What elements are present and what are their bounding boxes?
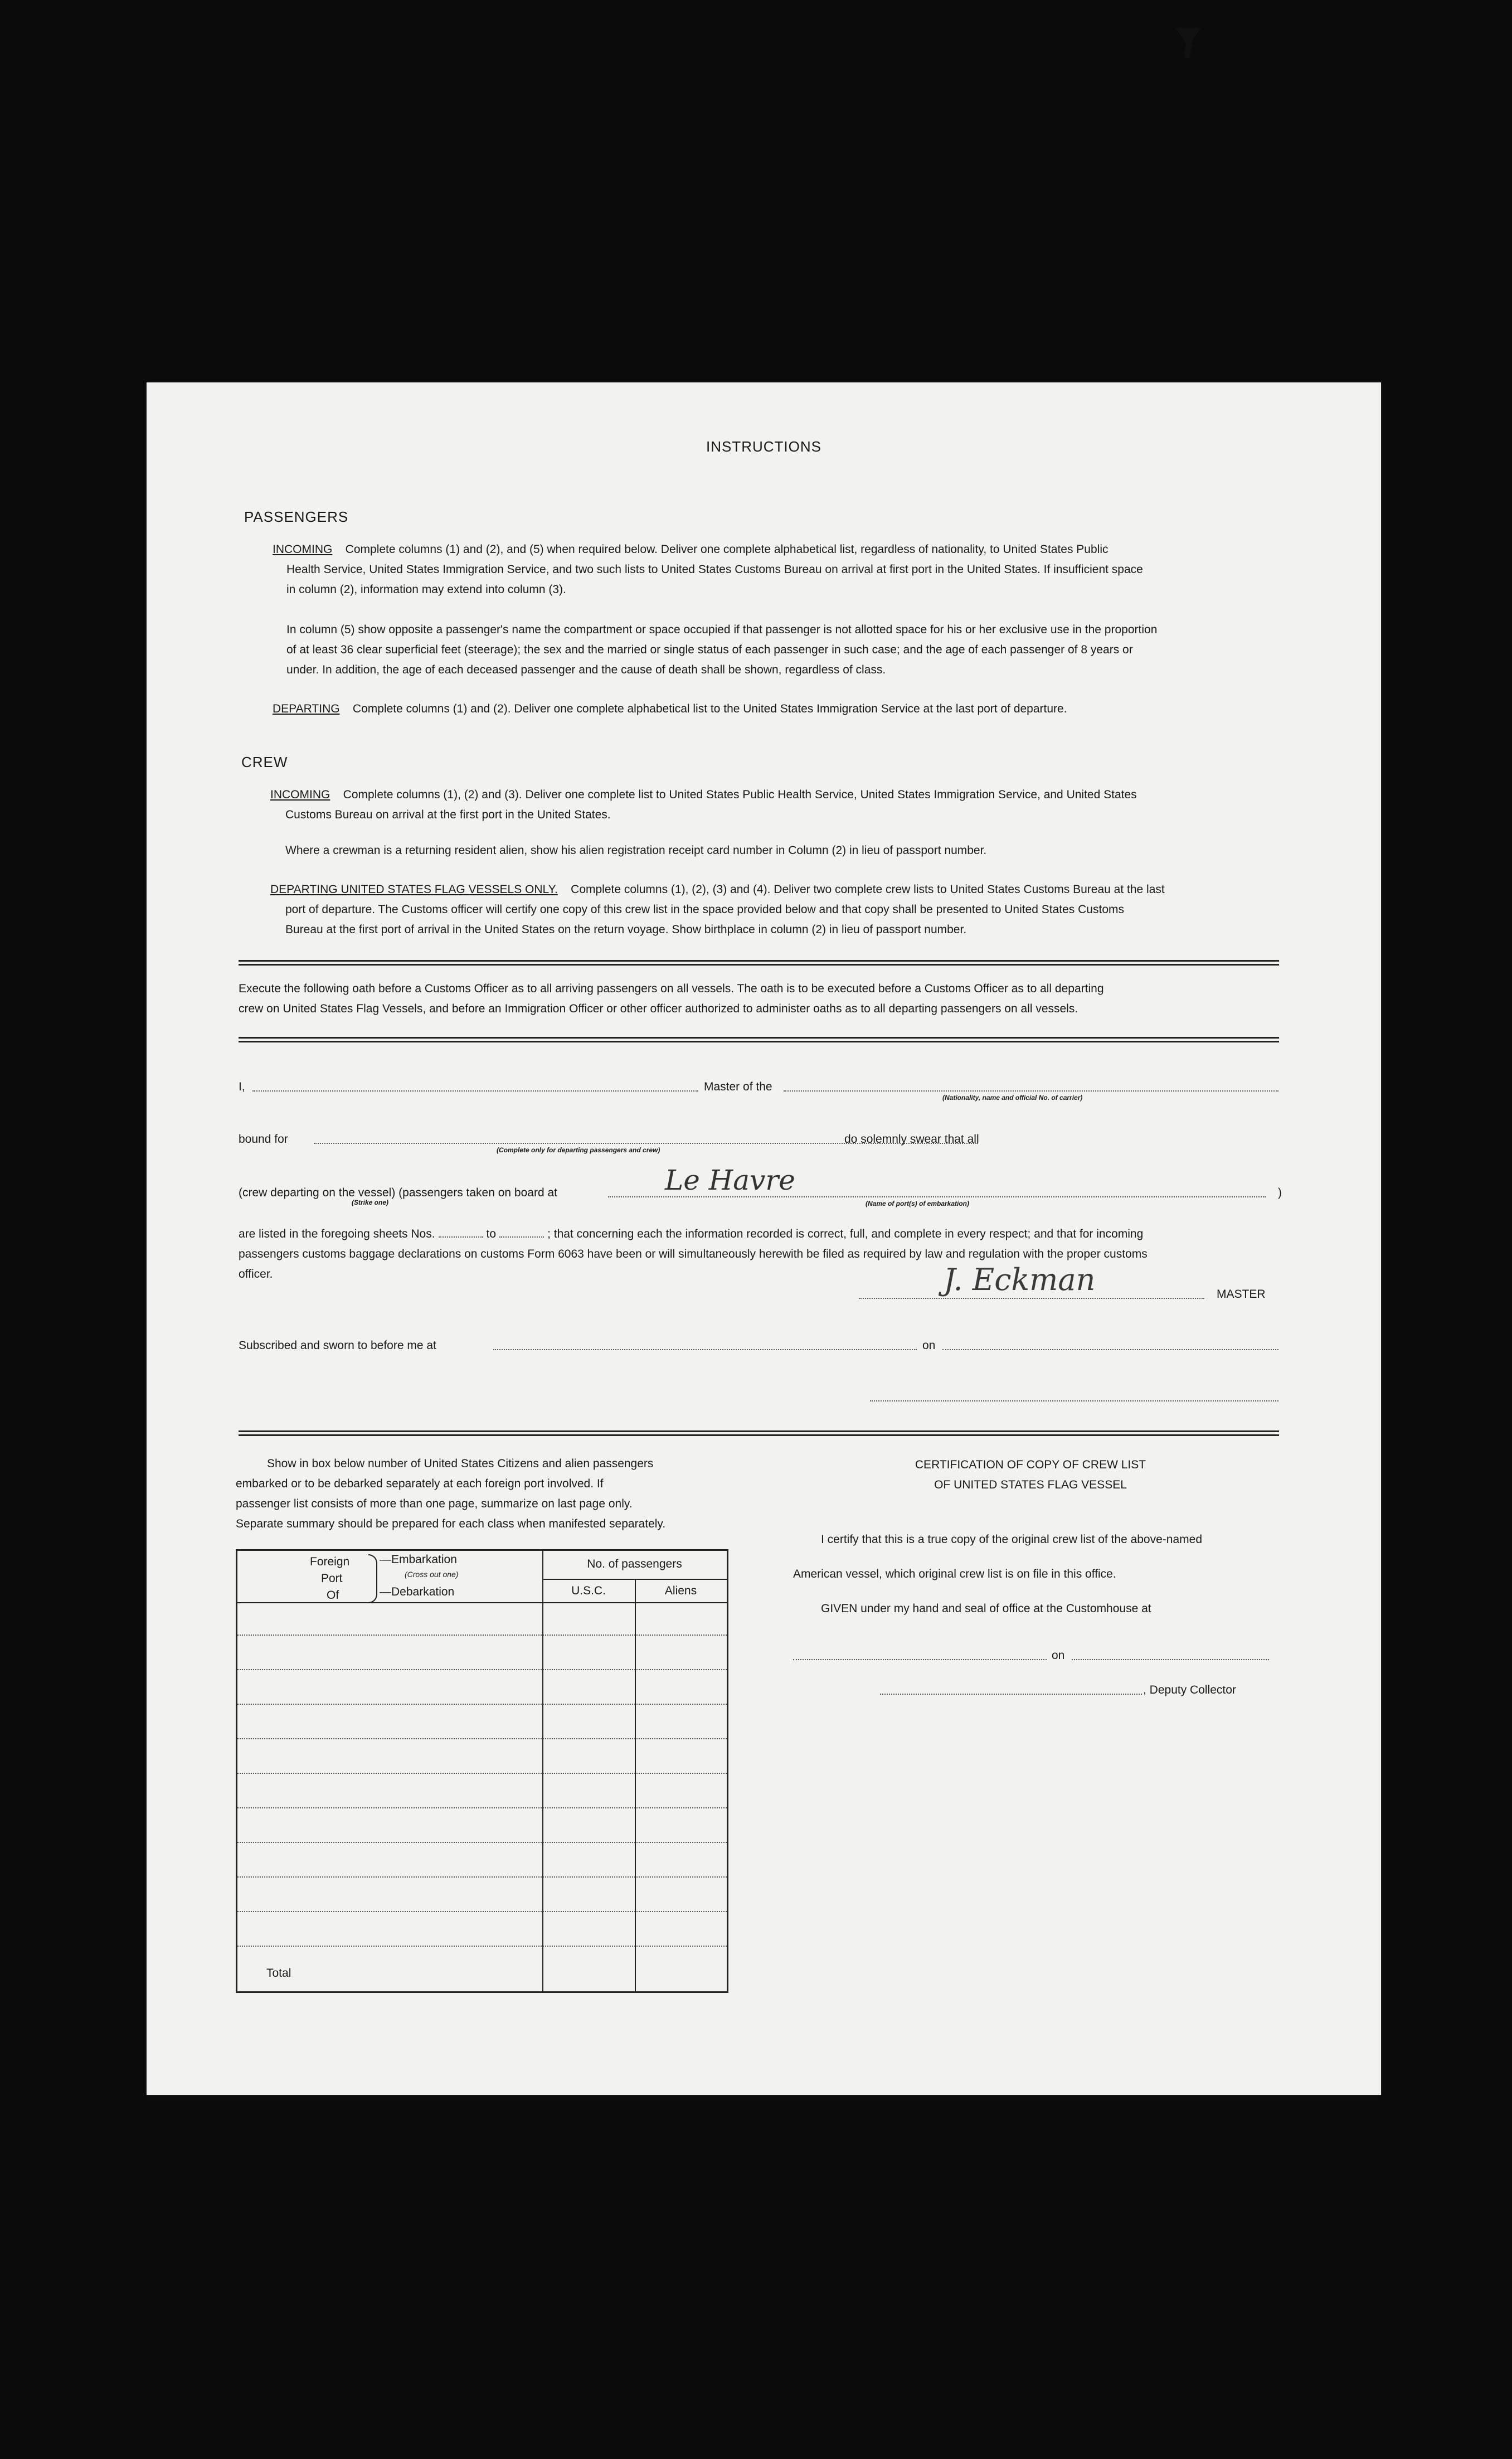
deputy-signature-field[interactable] [880,1694,1142,1695]
table-row[interactable] [237,1773,727,1774]
crew-crewman: Where a crewman is a returning resident alien, show his alien registration receipt card number in Column (2) in lieu of passport number. [285,844,987,857]
passengers-incoming [273,540,1287,600]
table-col-divider-1 [542,1551,543,1991]
certification-title [791,1455,1270,1495]
passenger-summary-table [236,1549,728,1993]
aliens-header: Aliens [664,1584,697,1597]
master-signature-field[interactable] [859,1298,1204,1299]
table-row[interactable] [237,1635,727,1636]
divider-1 [239,960,1279,966]
passengers-incoming-line3: in column (2), information may extend into column (3). [286,583,566,596]
crew-incoming-label: INCOMING [270,788,330,801]
summary-line1: Show in box below number of United States Citizens and alien passengers [267,1457,654,1470]
vessel-field[interactable] [784,1090,1278,1092]
cert-title-line2: OF UNITED STATES FLAG VESSEL [934,1478,1127,1491]
strike-caption: (Strike one) [352,1199,389,1206]
cert-title-line1: CERTIFICATION OF COPY OF CREW LIST [915,1458,1146,1471]
oath-note [239,979,1281,1019]
divider-3 [239,1430,1279,1436]
passengers-incoming-line2: Health Service, United States Immigration Service, and two such lists to United States Customs Bureau on arrival at first port in the United States. If insufficient space [286,563,1143,576]
listed-to: to [486,1228,497,1240]
table-row[interactable] [237,1704,727,1705]
bound-for-label: bound for [239,1133,288,1146]
table-row[interactable] [237,1842,727,1843]
sheet-from-field[interactable] [439,1236,483,1238]
summary-line3: passenger list consists of more than one page, summarize on last page only. [236,1497,633,1510]
cert-date-field[interactable] [1072,1659,1269,1660]
crew-departing-label: (crew departing on the vessel) (passengers taken on board at [239,1186,557,1199]
summary-instructions [236,1454,726,1534]
table-row[interactable] [237,1669,727,1670]
table-header-divider [542,1579,727,1580]
passengers-departing-text: Complete columns (1) and (2). Deliver one complete alphabetical list to the United States Immigration Service at the last port of departure. [352,702,1067,715]
table-row[interactable] [237,1946,727,1947]
crew-departing [270,880,1287,940]
sheet-to-field[interactable] [499,1236,544,1238]
cert-line1: I certify that this is a true copy of the original crew list of the above-named [821,1533,1202,1546]
crew-departing-label: DEPARTING UNITED STATES FLAG VESSELS ONLY. [270,883,558,896]
sworn-date-field[interactable] [942,1349,1278,1350]
oath-i-label: I, [239,1080,245,1093]
nationality-caption: (Nationality, name and official No. of carrier) [942,1094,1083,1102]
oath-note-line2: crew on United States Flag Vessels, and before an Immigration Officer or other officer authorized to administer oaths as to all departing passengers on all vessels. [239,1002,1078,1015]
col5-line2: of at least 36 clear superficial feet (steerage); the sex and the married or single status of each passenger in such case; and the age of each passenger of 8 years or [286,643,1133,656]
crew-departing-line2: port of departure. The Customs officer will certify one copy of this crew list in the space provided below and that copy shall be presented to United States Customs [285,903,1124,916]
oath-note-line1: Execute the following oath before a Customs Officer as to all arriving passengers on all vessels. The oath is to be executed before a Customs Officer as to all departing [239,982,1104,995]
table-row[interactable] [237,1807,727,1808]
page-title: INSTRUCTIONS [706,438,821,455]
crew-incoming [270,785,1287,825]
listed-text [239,1224,1281,1284]
listed-line2: passengers customs baggage declarations on customs Form 6063 have been or will simultaneously herewith be filed as required by law and regulation with the proper customs [239,1248,1148,1260]
no-passengers-header: No. of passengers [587,1558,682,1570]
embarkation-label: —Embarkation [380,1553,457,1566]
listed-line3: officer. [239,1268,273,1281]
passengers-departing-label: DEPARTING [273,702,340,715]
swear-label: do solemnly swear that all [844,1133,979,1146]
listed-text-1: are listed in the foregoing sheets Nos. [239,1228,435,1240]
table-row[interactable] [237,1876,727,1878]
cert-line2: American vessel, which original crew list is on file in this office. [793,1568,1116,1580]
bound-caption: (Complete only for departing passengers and crew) [497,1146,660,1154]
officer-signature-field[interactable] [870,1400,1278,1401]
cross-out-caption: (Cross out one) [405,1570,459,1579]
crew-departing-line3: Bureau at the first port of arrival in the United States on the return voyage. Show birthplace in column (2) in lieu of passport number. [285,923,967,936]
form-page [147,382,1381,2095]
of-label: Of [327,1589,339,1602]
master-label: MASTER [1217,1288,1266,1301]
crew-incoming-line2: Customs Bureau on arrival at the first port in the United States. [285,808,611,821]
debarkation-label: —Debarkation [380,1585,455,1598]
passengers-incoming-label: INCOMING [273,543,333,556]
port-label: Port [321,1572,343,1585]
brace [368,1554,377,1603]
col5-line1: In column (5) show opposite a passenger's name the compartment or space occupied if that passenger is not allotted space for his or her exclusive use in the proportion [286,623,1158,636]
crew-incoming-line1: Complete columns (1), (2) and (3). Deliver one complete list to United States Public Health Service, United States Immigration Service, and United States [343,788,1137,801]
passengers-departing [273,699,1287,719]
subscribed-label: Subscribed and sworn to before me at [239,1339,436,1352]
sworn-on-label: on [922,1339,936,1352]
sworn-place-field[interactable] [493,1349,917,1350]
cert-line3: GIVEN under my hand and seal of office at the Customhouse at [821,1602,1151,1615]
port-caption: (Name of port(s) of embarkation) [866,1200,970,1207]
crew-departing-line1: Complete columns (1), (2), (3) and (4). Deliver two complete crew lists to United States Customs Bureau at the last [571,883,1165,896]
table-row[interactable] [237,1911,727,1912]
passengers-heading: PASSENGERS [244,508,349,525]
summary-line2: embarked or to be debarked separately at each foreign port involved. If [236,1477,604,1490]
listed-text-2: ; that concerning each the information recorded is correct, full, and complete in every respect; and that for incoming [547,1228,1144,1240]
port-value: Le Havre [665,1164,795,1196]
cert-on-label: on [1052,1649,1065,1662]
foreign-label: Foreign [310,1555,350,1568]
passengers-incoming-line1: Complete columns (1) and (2), and (5) when required below. Deliver one complete alphabetical list, regardless of nationality, to United States Public [345,543,1109,556]
port-field[interactable] [608,1196,1266,1197]
col5-line3: under. In addition, the age of each deceased passenger and the cause of death shall be shown, regardless of class. [286,663,886,676]
master-name-field[interactable] [252,1090,698,1092]
table-row[interactable] [237,1738,727,1739]
table-header-bottom [237,1602,727,1603]
customhouse-field[interactable] [793,1659,1047,1660]
deputy-collector-label: , Deputy Collector [1143,1684,1236,1696]
master-of-label: Master of the [704,1080,772,1093]
passengers-col5 [286,620,1287,680]
master-signature: J. Eckman [944,1262,1096,1297]
close-paren: ) [1278,1186,1282,1199]
summary-line4: Separate summary should be prepared for each class when manifested separately. [236,1517,666,1530]
crew-heading: CREW [241,754,288,770]
usc-header: U.S.C. [571,1584,606,1597]
table-col-divider-2 [635,1579,636,1991]
total-label: Total [266,1967,291,1980]
divider-2 [239,1037,1279,1042]
